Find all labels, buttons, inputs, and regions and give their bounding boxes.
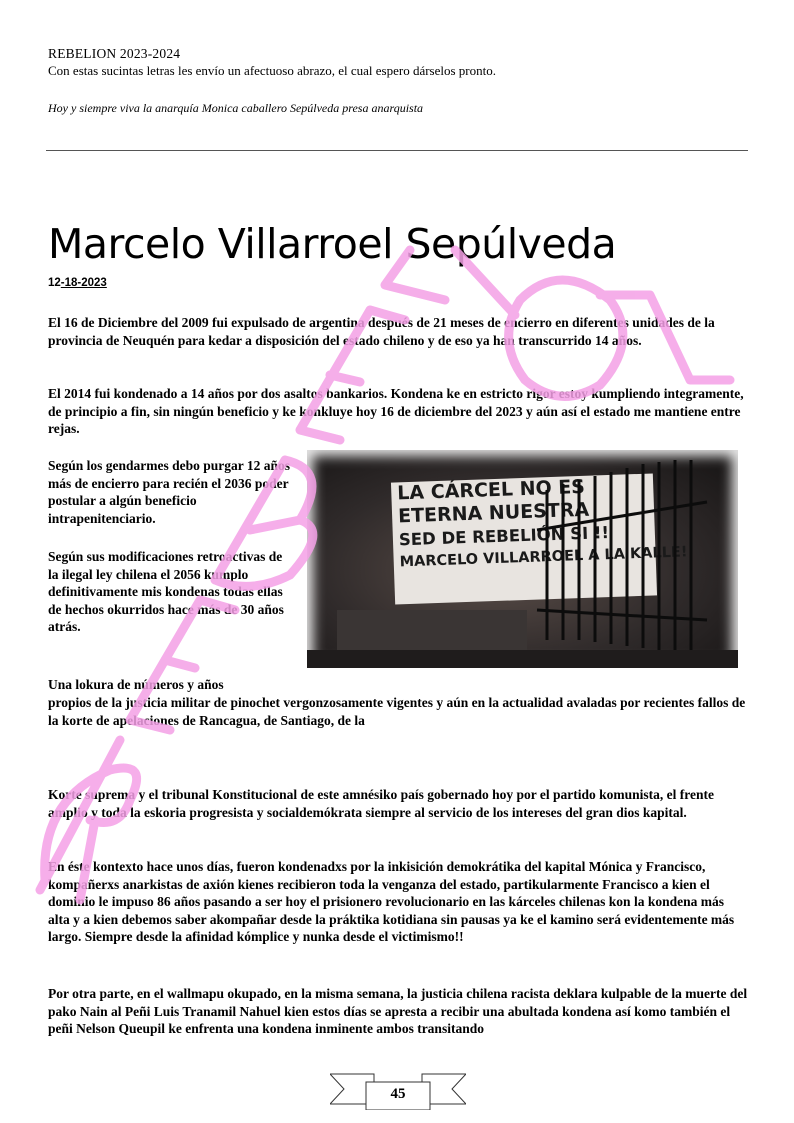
paragraph-7: Korte suprema y el tribunal Konstitucional de este amnésiko país gobernado hoy por el partido komunista, el frente amplio y toda la eskoria progresista y socialdemókrata siempre al servicio de los intereses del gran dios kapital. (48, 787, 715, 820)
page-number-ribbon (330, 1070, 466, 1110)
banner-line: ETERNA NUESTRA (397, 498, 590, 528)
header-motto: Hoy y siempre viva la anarquía Monica caballero Sepúlveda presa anarquista (48, 101, 424, 115)
banner-line: LA CÁRCEL NO ES (396, 475, 586, 505)
banner-line: SED DE REBELIÓN SI !! (398, 523, 610, 550)
paragraph-2: El 2014 fui kondenado a 14 años por dos asaltos bankarios. Kondena ke en estricto rigor estoy kumpliendo integramente, de principio a fin, sin ningún beneficio y ke konkluye hoy 16 de diciembre del 2023 y aún así el estado me mantiene entre rejas. (48, 386, 744, 437)
page-number: 45 (390, 1086, 406, 1102)
paragraph-4: Según sus modificaciones retroactivas de la ilegal ley chilena el 2056 kumplo definitivamente mis kondenas todas ellas de hechos okurridos hace más de 30 años atrás. (48, 549, 284, 635)
date-rest: -18-2023 (60, 277, 107, 289)
paragraph-6: propios de la justicia militar de pinochet vergonzosamente vigentes y aún en la actualidad avaladas por recientes fallos de la korte de apelaciones de Rancagua, de Santiago, de la (48, 695, 746, 728)
paragraph-3: Según los gendarmes debo purgar 12 años más de encierro para recién el 2036 poder postular a algún beneficio intrapenitenciario. (48, 458, 291, 526)
date-day: 12 (48, 277, 61, 289)
page-header (48, 46, 748, 116)
paragraph-5: Una lokura de números y años (48, 677, 224, 692)
article-date (48, 277, 107, 289)
fence-graphic (307, 450, 738, 668)
header-subtitle: Con estas sucintas letras les envío un afectuoso abrazo, el cual espero dárselos pronto. (48, 63, 496, 78)
banner-line: MARCELO VILLARROEL A LA KALLE! (399, 544, 688, 571)
paragraph-8: En éste kontexto hace unos días, fueron kondenadxs por la inkisición demokrátika del kapital Mónica y Francisco, kompañerxs anarkistas de axión kienes recibieron toda la venganza del estado, partikularmente Francisco a kien el dominio le impuso 86 años pasando a ser hoy el prisionero revolucionario en las kárceles chilenas kon la kondena más alta y a kien debemos saber akompañar desde la práktika kotidiana sin pausas ya ke el kamino será evidentemente más largo. Siempre desde la afinidad kómplice y nunka desde el victimismo!! (48, 859, 735, 945)
protest-banner-photo (307, 450, 738, 668)
article-title: Marcelo Villarroel Sepúlveda (48, 220, 617, 268)
paragraph-9: Por otra parte, en el wallmapu okupado, en la misma semana, la justicia chilena racista deklara kulpable de la muerte del pako Nain al Peñi Luis Tranamil Nahuel kien estos días se apresta a recibir una abultada kondena así komo también el peñi Nelson Queupil ke enfrenta una kondena inminente ambos transitando (48, 986, 748, 1037)
paragraph-1: El 16 de Diciembre del 2009 fui expulsado de argentina después de 21 meses de encierro en diferentes unidades de la provincia de Neuquén para kedar a disposición del estado chileno y de eso ya han transcurrido 14 años. (48, 315, 715, 348)
header-divider (46, 150, 748, 151)
magazine-name: REBELION 2023-2024 (48, 46, 181, 61)
